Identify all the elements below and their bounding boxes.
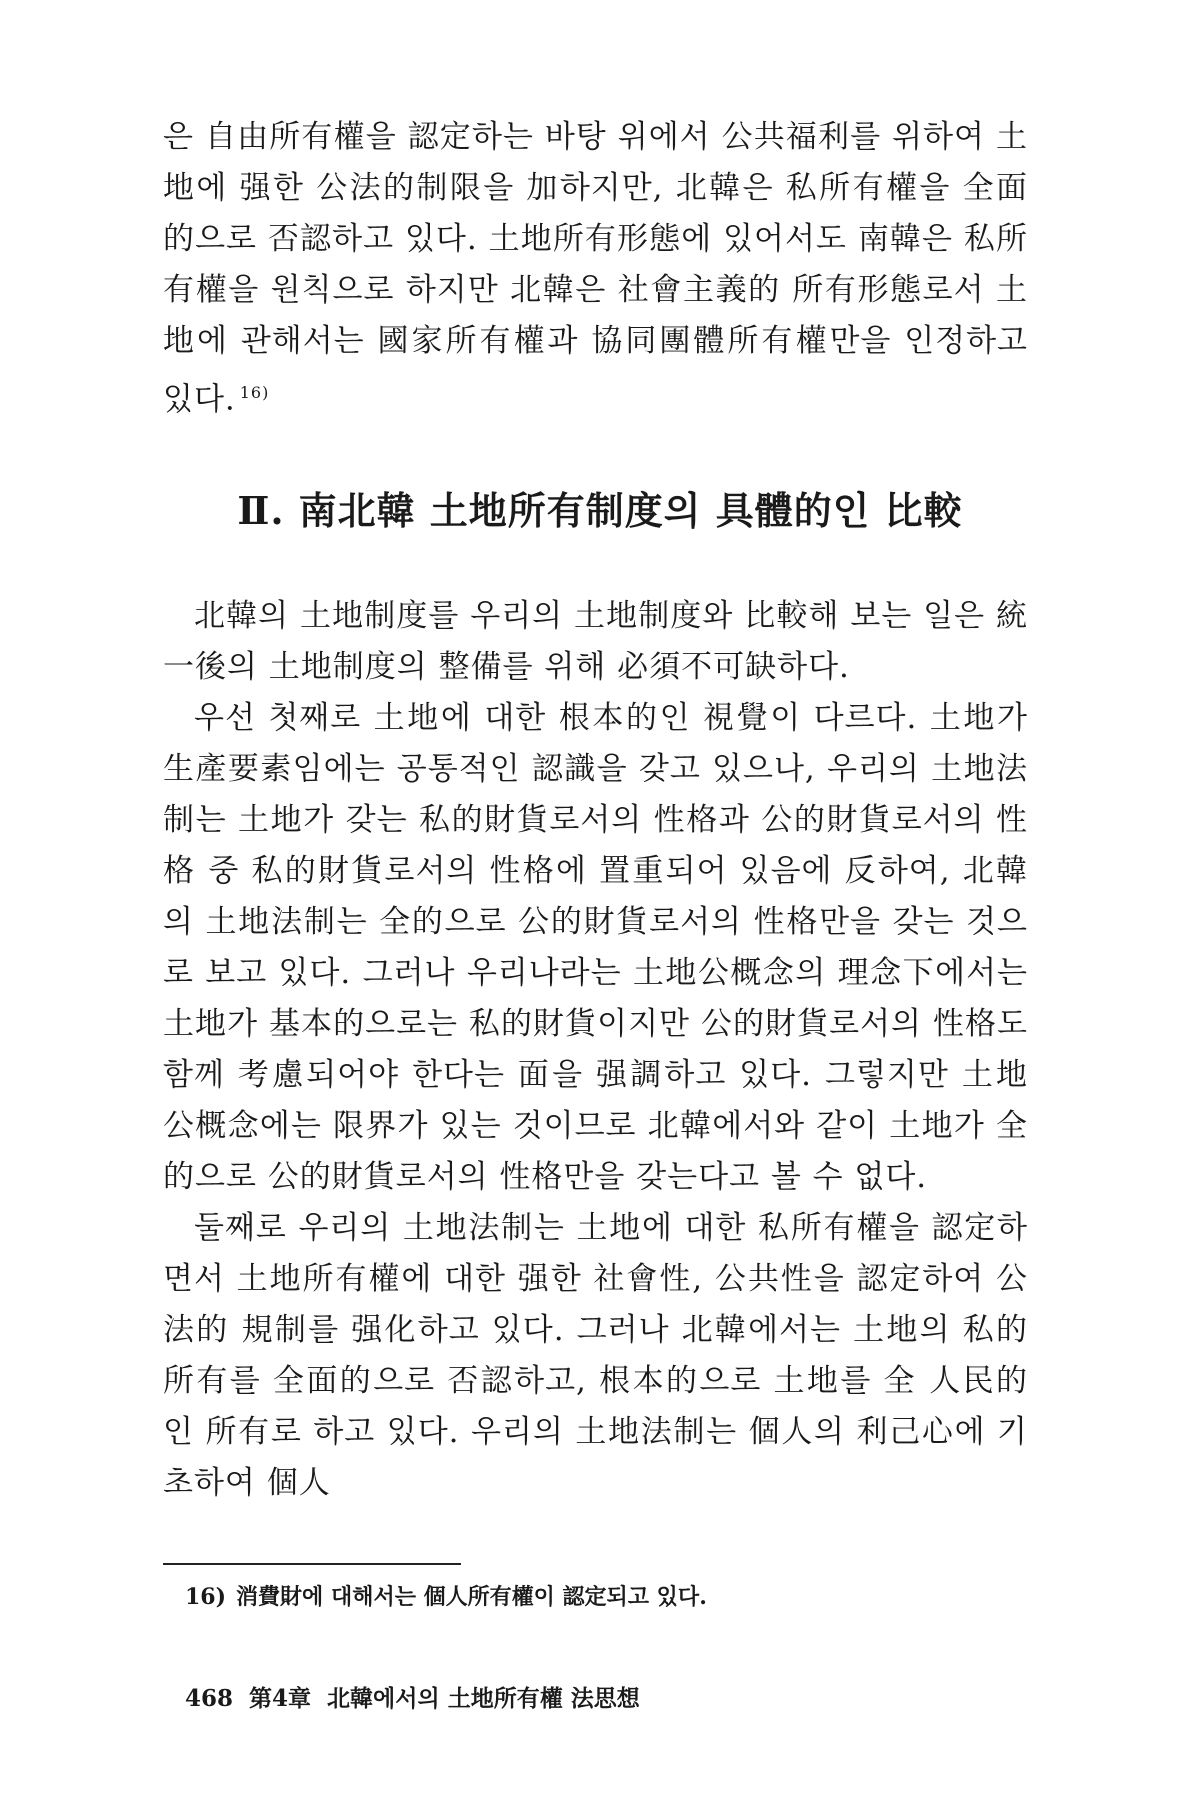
running-footer <box>185 1682 656 1716</box>
footnote-reference: 16) <box>239 383 270 402</box>
footnote <box>185 1580 707 1614</box>
body-paragraph-2: 우선 첫째로 土地에 대한 根本的인 視覺이 다르다. 土地가 生產要素임에는 공통적인 認識을 갖고 있으나, 우리의 土地法制는 土地가 갖는 私的財貨로서의 性格과 公的財貨로서의 性格 중 私的財貨로서의 性格에 置重되어 있음에 反하여, 北韓의 土地法制는 全的으로 公的財貨로서의 性格만을 갖는 것으로 보고 있다. 그러나 우리나라는 土地公概念의 理念下에서는 土地가 基本的으로는 私的財貨이지만 公的財貨로서의 性格도 함께 考慮되어야 한다는 面을 强調하고 있다. 그렇지만 土地公概念에는 限界가 있는 것이므로 北韓에서와 같이 土地가 全的으로 公的財貨로서의 性格만을 갖는다고 볼 수 없다. <box>163 700 1028 1195</box>
footnote-divider <box>163 1563 461 1565</box>
section-numeral: Ⅱ. <box>237 488 285 533</box>
section-title: 南北韓 土地所有制度의 具體的인 比較 <box>298 488 963 533</box>
footnote-number: 16) <box>185 1584 227 1610</box>
section-heading <box>0 480 1200 535</box>
footnote-text: 消費財에 대해서는 個人所有權이 認定되고 있다. <box>236 1584 707 1610</box>
chapter-label: 第4章 <box>249 1685 312 1712</box>
body-paragraph-3: 둘째로 우리의 土地法制는 土地에 대한 私所有權을 認定하면서 土地所有權에 대한 强한 社會性, 公共性을 認定하여 公法的 規制를 强化하고 있다. 그러나 北韓에서는 土地의 私的所有를 全面的으로 否認하고, 根本的으로 土地를 全 人民的인 所有로 하고 있다. 우리의 土地法制는 個人의 利己心에 기초하여 個人 <box>163 1210 1028 1501</box>
page-number: 468 <box>185 1685 234 1712</box>
intro-text-block <box>163 112 1028 425</box>
body-paragraph-1: 北韓의 土地制度를 우리의 土地制度와 比較해 보는 일은 統一後의 土地制度의 整備를 위해 必須不可缺하다. <box>163 598 1028 685</box>
intro-paragraph-text: 은 自由所有權을 認定하는 바탕 위에서 公共福利를 위하여 土地에 强한 公法的制限을 加하지만, 北韓은 私所有權을 全面的으로 否認하고 있다. 土地所有形態에 있어서도 南韓은 私所有權을 원칙으로 하지만 北韓은 社會主義的 所有形態로서 土地에 관해서는 國家所有權과 協同團體所有權만을 인정하고 있다. <box>163 119 1028 418</box>
body-text-block <box>163 591 1028 1509</box>
intro-paragraph <box>163 112 1028 425</box>
chapter-title: 北韓에서의 土地所有權 法思想 <box>327 1685 640 1712</box>
